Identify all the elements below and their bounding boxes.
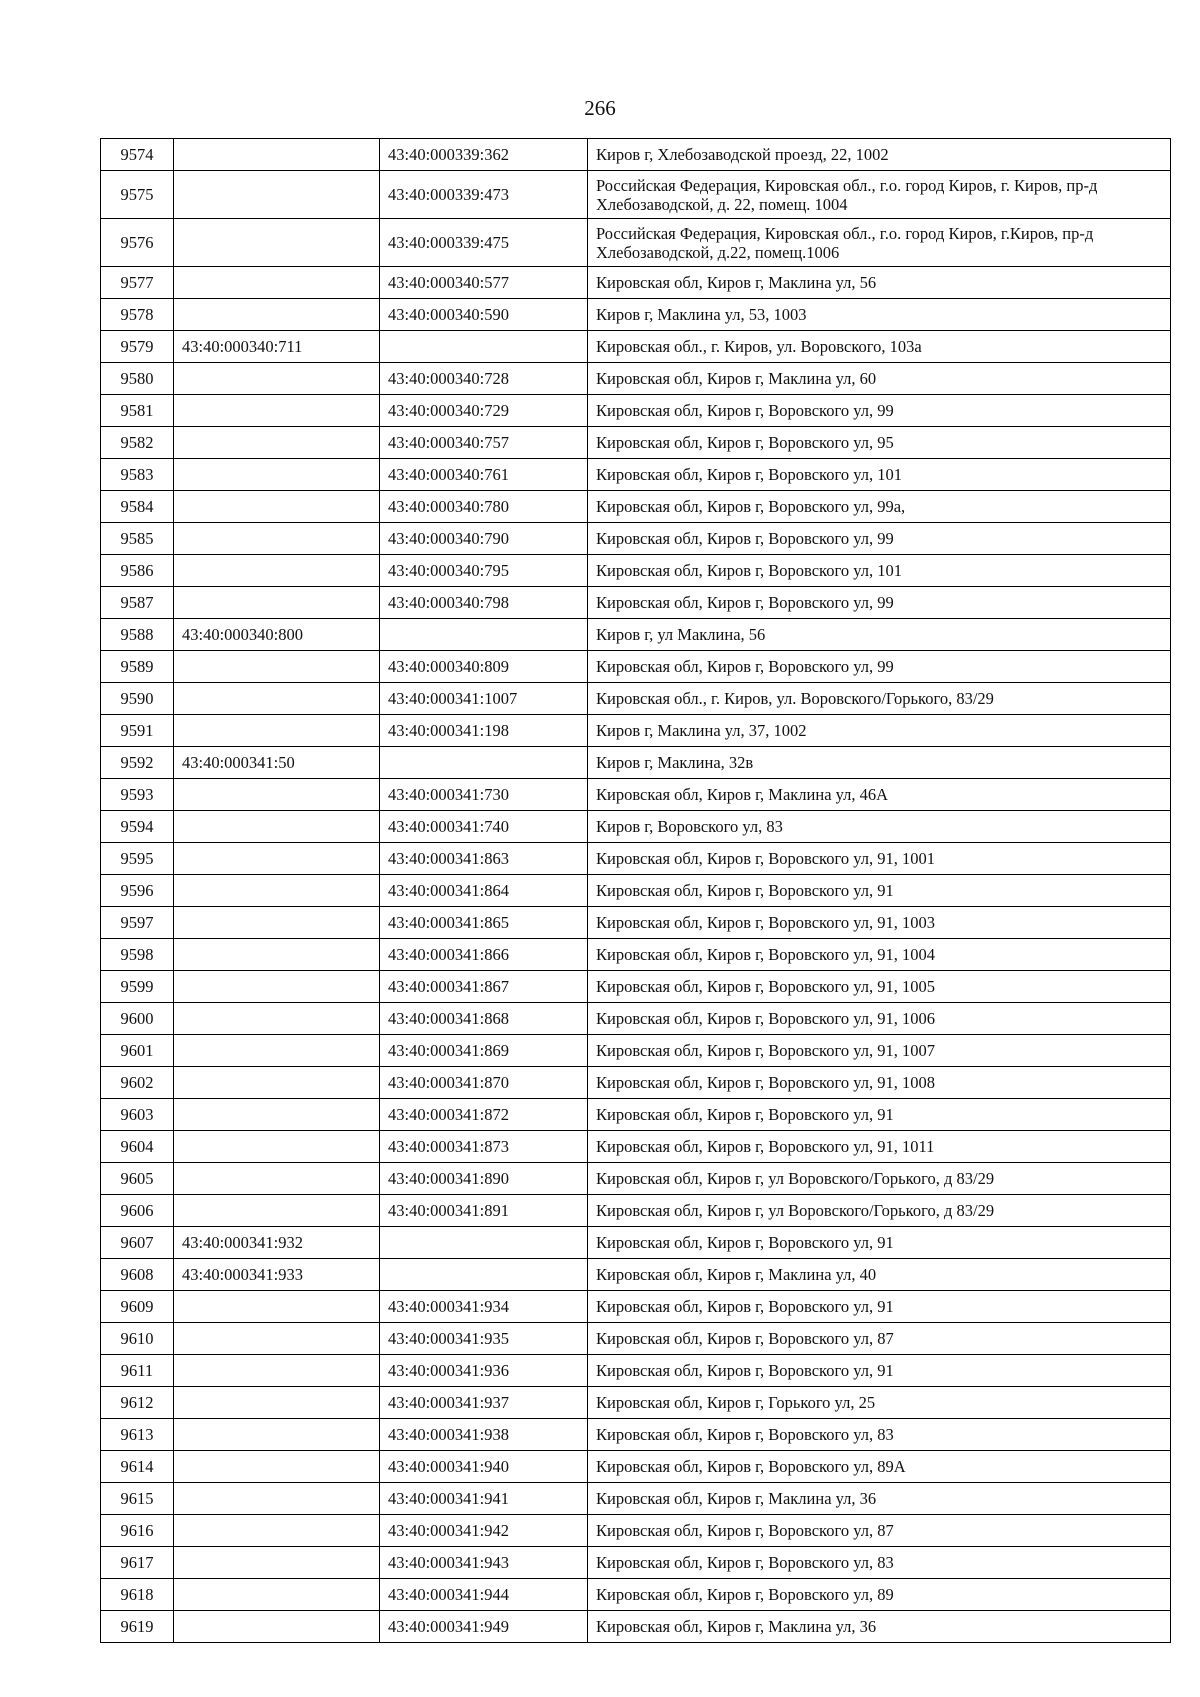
address-cell: Кировская обл., г. Киров, ул. Воровского/Горького, 83/29	[588, 683, 1171, 715]
table-row	[101, 427, 1171, 459]
table-row	[101, 299, 1171, 331]
land-cadastral-number-cell: 43:40:000341:933	[174, 1259, 380, 1291]
address-cell: Кировская обл, Киров г, Воровского ул, 101	[588, 555, 1171, 587]
table-row	[101, 555, 1171, 587]
building-cadastral-number-cell	[380, 619, 588, 651]
building-cadastral-number-cell: 43:40:000341:935	[380, 1323, 588, 1355]
land-cadastral-number-cell	[174, 1131, 380, 1163]
building-cadastral-number-cell	[380, 1259, 588, 1291]
land-cadastral-number-cell	[174, 1451, 380, 1483]
row-number-cell: 9610	[101, 1323, 174, 1355]
row-number-cell: 9614	[101, 1451, 174, 1483]
land-cadastral-number-cell	[174, 1355, 380, 1387]
address-cell: Кировская обл., г. Киров, ул. Воровского, 103а	[588, 331, 1171, 363]
row-number-cell: 9592	[101, 747, 174, 779]
land-cadastral-number-cell	[174, 715, 380, 747]
land-cadastral-number-cell	[174, 843, 380, 875]
land-cadastral-number-cell	[174, 267, 380, 299]
address-cell: Кировская обл, Киров г, Маклина ул, 56	[588, 267, 1171, 299]
row-number-cell: 9619	[101, 1611, 174, 1643]
table-row	[101, 491, 1171, 523]
row-number-cell: 9609	[101, 1291, 174, 1323]
address-cell: Кировская обл, Киров г, Воровского ул, 87	[588, 1323, 1171, 1355]
table-row	[101, 459, 1171, 491]
table-row	[101, 331, 1171, 363]
building-cadastral-number-cell: 43:40:000341:944	[380, 1579, 588, 1611]
land-cadastral-number-cell	[174, 1515, 380, 1547]
land-cadastral-number-cell	[174, 1483, 380, 1515]
address-cell: Кировская обл, Киров г, Маклина ул, 36	[588, 1611, 1171, 1643]
address-cell: Кировская обл, Киров г, Воровского ул, 89А	[588, 1451, 1171, 1483]
building-cadastral-number-cell: 43:40:000341:890	[380, 1163, 588, 1195]
row-number-cell: 9586	[101, 555, 174, 587]
row-number-cell: 9579	[101, 331, 174, 363]
land-cadastral-number-cell	[174, 651, 380, 683]
row-number-cell: 9595	[101, 843, 174, 875]
land-cadastral-number-cell: 43:40:000340:800	[174, 619, 380, 651]
address-cell: Кировская обл, Киров г, Воровского ул, 91	[588, 1355, 1171, 1387]
row-number-cell: 9604	[101, 1131, 174, 1163]
row-number-cell: 9618	[101, 1579, 174, 1611]
land-cadastral-number-cell: 43:40:000341:932	[174, 1227, 380, 1259]
row-number-cell: 9600	[101, 1003, 174, 1035]
address-cell: Кировская обл, Киров г, Воровского ул, 91, 1011	[588, 1131, 1171, 1163]
table-row	[101, 907, 1171, 939]
row-number-cell: 9599	[101, 971, 174, 1003]
land-cadastral-number-cell	[174, 1099, 380, 1131]
table-row	[101, 971, 1171, 1003]
row-number-cell: 9598	[101, 939, 174, 971]
address-cell: Кировская обл, Киров г, Маклина ул, 60	[588, 363, 1171, 395]
land-cadastral-number-cell	[174, 1611, 380, 1643]
table-row	[101, 1195, 1171, 1227]
address-cell: Кировская обл, Киров г, Воровского ул, 83	[588, 1547, 1171, 1579]
row-number-cell: 9590	[101, 683, 174, 715]
building-cadastral-number-cell: 43:40:000341:934	[380, 1291, 588, 1323]
row-number-cell: 9576	[101, 219, 174, 267]
address-cell: Кировская обл, Киров г, Воровского ул, 91	[588, 1099, 1171, 1131]
row-number-cell: 9617	[101, 1547, 174, 1579]
row-number-cell: 9596	[101, 875, 174, 907]
table-row	[101, 1099, 1171, 1131]
land-cadastral-number-cell	[174, 811, 380, 843]
table-row	[101, 939, 1171, 971]
land-cadastral-number-cell	[174, 427, 380, 459]
land-cadastral-number-cell	[174, 1195, 380, 1227]
building-cadastral-number-cell: 43:40:000341:937	[380, 1387, 588, 1419]
building-cadastral-number-cell: 43:40:000341:740	[380, 811, 588, 843]
building-cadastral-number-cell: 43:40:000341:872	[380, 1099, 588, 1131]
table-row	[101, 1163, 1171, 1195]
address-cell: Кировская обл, Киров г, Воровского ул, 91, 1004	[588, 939, 1171, 971]
building-cadastral-number-cell	[380, 1227, 588, 1259]
address-cell: Кировская обл, Киров г, Воровского ул, 91, 1007	[588, 1035, 1171, 1067]
table-row	[101, 523, 1171, 555]
table-row	[101, 1291, 1171, 1323]
table-row	[101, 267, 1171, 299]
building-cadastral-number-cell: 43:40:000340:757	[380, 427, 588, 459]
land-cadastral-number-cell	[174, 1291, 380, 1323]
page-number: 266	[584, 96, 616, 120]
building-cadastral-number-cell: 43:40:000339:473	[380, 171, 588, 219]
land-cadastral-number-cell	[174, 459, 380, 491]
building-cadastral-number-cell: 43:40:000341:936	[380, 1355, 588, 1387]
table-row	[101, 651, 1171, 683]
building-cadastral-number-cell: 43:40:000340:798	[380, 587, 588, 619]
land-cadastral-number-cell: 43:40:000340:711	[174, 331, 380, 363]
building-cadastral-number-cell	[380, 747, 588, 779]
building-cadastral-number-cell: 43:40:000341:198	[380, 715, 588, 747]
row-number-cell: 9581	[101, 395, 174, 427]
address-cell: Киров г, Маклина ул, 53, 1003	[588, 299, 1171, 331]
row-number-cell: 9585	[101, 523, 174, 555]
address-cell: Кировская обл, Киров г, Маклина ул, 36	[588, 1483, 1171, 1515]
table-row	[101, 1035, 1171, 1067]
building-cadastral-number-cell	[380, 331, 588, 363]
row-number-cell: 9577	[101, 267, 174, 299]
land-cadastral-number-cell	[174, 363, 380, 395]
building-cadastral-number-cell: 43:40:000341:940	[380, 1451, 588, 1483]
land-cadastral-number-cell	[174, 1387, 380, 1419]
table-row	[101, 747, 1171, 779]
land-cadastral-number-cell	[174, 523, 380, 555]
land-cadastral-number-cell	[174, 1323, 380, 1355]
building-cadastral-number-cell: 43:40:000341:1007	[380, 683, 588, 715]
address-cell: Киров г, Воровского ул, 83	[588, 811, 1171, 843]
address-cell: Кировская обл, Киров г, Маклина ул, 46А	[588, 779, 1171, 811]
table-row	[101, 139, 1171, 171]
building-cadastral-number-cell: 43:40:000340:780	[380, 491, 588, 523]
building-cadastral-number-cell: 43:40:000340:790	[380, 523, 588, 555]
table-row	[101, 683, 1171, 715]
table-row	[101, 1451, 1171, 1483]
table-row	[101, 811, 1171, 843]
row-number-cell: 9594	[101, 811, 174, 843]
building-cadastral-number-cell: 43:40:000341:891	[380, 1195, 588, 1227]
land-cadastral-number-cell	[174, 139, 380, 171]
land-cadastral-number-cell	[174, 1163, 380, 1195]
row-number-cell: 9605	[101, 1163, 174, 1195]
land-cadastral-number-cell	[174, 939, 380, 971]
table-row	[101, 875, 1171, 907]
table-row	[101, 1515, 1171, 1547]
row-number-cell: 9593	[101, 779, 174, 811]
land-cadastral-number-cell: 43:40:000341:50	[174, 747, 380, 779]
building-cadastral-number-cell: 43:40:000341:941	[380, 1483, 588, 1515]
land-cadastral-number-cell	[174, 1419, 380, 1451]
table-row	[101, 1131, 1171, 1163]
address-cell: Кировская обл, Киров г, Воровского ул, 87	[588, 1515, 1171, 1547]
row-number-cell: 9574	[101, 139, 174, 171]
table-row	[101, 1259, 1171, 1291]
building-cadastral-number-cell: 43:40:000341:869	[380, 1035, 588, 1067]
row-number-cell: 9580	[101, 363, 174, 395]
table-row	[101, 1611, 1171, 1643]
address-cell: Кировская обл, Киров г, ул Воровского/Горького, д 83/29	[588, 1195, 1171, 1227]
registry-table	[100, 138, 1171, 1643]
table-row	[101, 1387, 1171, 1419]
land-cadastral-number-cell	[174, 1067, 380, 1099]
row-number-cell: 9616	[101, 1515, 174, 1547]
table-row	[101, 1547, 1171, 1579]
row-number-cell: 9582	[101, 427, 174, 459]
building-cadastral-number-cell: 43:40:000340:577	[380, 267, 588, 299]
land-cadastral-number-cell	[174, 1547, 380, 1579]
table-row	[101, 171, 1171, 219]
table-row	[101, 1003, 1171, 1035]
land-cadastral-number-cell	[174, 1579, 380, 1611]
address-cell: Кировская обл, Киров г, Воровского ул, 91	[588, 1291, 1171, 1323]
land-cadastral-number-cell	[174, 907, 380, 939]
row-number-cell: 9575	[101, 171, 174, 219]
address-cell: Кировская обл, Киров г, Воровского ул, 91, 1003	[588, 907, 1171, 939]
row-number-cell: 9584	[101, 491, 174, 523]
row-number-cell: 9602	[101, 1067, 174, 1099]
table-row	[101, 779, 1171, 811]
land-cadastral-number-cell	[174, 1035, 380, 1067]
table-row	[101, 587, 1171, 619]
row-number-cell: 9603	[101, 1099, 174, 1131]
land-cadastral-number-cell	[174, 171, 380, 219]
land-cadastral-number-cell	[174, 683, 380, 715]
address-cell: Кировская обл, Киров г, Воровского ул, 91, 1005	[588, 971, 1171, 1003]
address-cell: Кировская обл, Киров г, Воровского ул, 91, 1001	[588, 843, 1171, 875]
land-cadastral-number-cell	[174, 1003, 380, 1035]
row-number-cell: 9615	[101, 1483, 174, 1515]
address-cell: Кировская обл, Киров г, Воровского ул, 99	[588, 395, 1171, 427]
address-cell: Кировская обл, Киров г, Воровского ул, 83	[588, 1419, 1171, 1451]
address-cell: Кировская обл, Киров г, Воровского ул, 99	[588, 587, 1171, 619]
building-cadastral-number-cell: 43:40:000341:942	[380, 1515, 588, 1547]
land-cadastral-number-cell	[174, 587, 380, 619]
land-cadastral-number-cell	[174, 971, 380, 1003]
address-cell: Кировская обл, Киров г, Воровского ул, 91	[588, 875, 1171, 907]
row-number-cell: 9608	[101, 1259, 174, 1291]
row-number-cell: 9578	[101, 299, 174, 331]
address-cell: Кировская обл, Киров г, Маклина ул, 40	[588, 1259, 1171, 1291]
table-row	[101, 395, 1171, 427]
table-row	[101, 363, 1171, 395]
land-cadastral-number-cell	[174, 299, 380, 331]
row-number-cell: 9612	[101, 1387, 174, 1419]
address-cell: Кировская обл, Киров г, Воровского ул, 99	[588, 523, 1171, 555]
land-cadastral-number-cell	[174, 395, 380, 427]
table-row	[101, 715, 1171, 747]
building-cadastral-number-cell: 43:40:000341:943	[380, 1547, 588, 1579]
address-cell: Кировская обл, Киров г, Воровского ул, 91	[588, 1227, 1171, 1259]
building-cadastral-number-cell: 43:40:000340:728	[380, 363, 588, 395]
building-cadastral-number-cell: 43:40:000341:864	[380, 875, 588, 907]
building-cadastral-number-cell: 43:40:000341:949	[380, 1611, 588, 1643]
row-number-cell: 9591	[101, 715, 174, 747]
row-number-cell: 9588	[101, 619, 174, 651]
building-cadastral-number-cell: 43:40:000341:865	[380, 907, 588, 939]
building-cadastral-number-cell: 43:40:000341:867	[380, 971, 588, 1003]
address-cell: Кировская обл, Киров г, Воровского ул, 91, 1008	[588, 1067, 1171, 1099]
address-cell: Киров г, Хлебозаводской проезд, 22, 1002	[588, 139, 1171, 171]
registry-table-body	[101, 139, 1171, 1643]
address-cell: Кировская обл, Киров г, Воровского ул, 99	[588, 651, 1171, 683]
table-row	[101, 843, 1171, 875]
building-cadastral-number-cell: 43:40:000340:729	[380, 395, 588, 427]
table-row	[101, 219, 1171, 267]
building-cadastral-number-cell: 43:40:000340:761	[380, 459, 588, 491]
land-cadastral-number-cell	[174, 491, 380, 523]
table-row	[101, 1227, 1171, 1259]
table-row	[101, 1419, 1171, 1451]
address-cell: Кировская обл, Киров г, Воровского ул, 95	[588, 427, 1171, 459]
row-number-cell: 9613	[101, 1419, 174, 1451]
building-cadastral-number-cell: 43:40:000340:809	[380, 651, 588, 683]
land-cadastral-number-cell	[174, 875, 380, 907]
land-cadastral-number-cell	[174, 555, 380, 587]
table-row	[101, 1579, 1171, 1611]
address-cell: Кировская обл, Киров г, Воровского ул, 91, 1006	[588, 1003, 1171, 1035]
building-cadastral-number-cell: 43:40:000341:866	[380, 939, 588, 971]
row-number-cell: 9589	[101, 651, 174, 683]
row-number-cell: 9606	[101, 1195, 174, 1227]
table-row	[101, 1323, 1171, 1355]
row-number-cell: 9597	[101, 907, 174, 939]
address-cell: Кировская обл, Киров г, ул Воровского/Горького, д 83/29	[588, 1163, 1171, 1195]
building-cadastral-number-cell: 43:40:000341:868	[380, 1003, 588, 1035]
building-cadastral-number-cell: 43:40:000341:863	[380, 843, 588, 875]
building-cadastral-number-cell: 43:40:000339:362	[380, 139, 588, 171]
table-row	[101, 1067, 1171, 1099]
row-number-cell: 9587	[101, 587, 174, 619]
address-cell: Кировская обл, Киров г, Воровского ул, 101	[588, 459, 1171, 491]
table-row	[101, 1483, 1171, 1515]
address-cell: Кировская обл, Киров г, Воровского ул, 89	[588, 1579, 1171, 1611]
building-cadastral-number-cell: 43:40:000341:870	[380, 1067, 588, 1099]
row-number-cell: 9611	[101, 1355, 174, 1387]
table-row	[101, 619, 1171, 651]
address-cell: Киров г, ул Маклина, 56	[588, 619, 1171, 651]
building-cadastral-number-cell: 43:40:000340:795	[380, 555, 588, 587]
table-row	[101, 1355, 1171, 1387]
land-cadastral-number-cell	[174, 219, 380, 267]
building-cadastral-number-cell: 43:40:000339:475	[380, 219, 588, 267]
address-cell: Кировская обл, Киров г, Воровского ул, 99а,	[588, 491, 1171, 523]
row-number-cell: 9607	[101, 1227, 174, 1259]
building-cadastral-number-cell: 43:40:000340:590	[380, 299, 588, 331]
address-cell: Российская Федерация, Кировская обл., г.о. город Киров, г.Киров, пр-д Хлебозаводской, д.22, помещ.1006	[588, 219, 1171, 267]
address-cell: Киров г, Маклина ул, 37, 1002	[588, 715, 1171, 747]
land-cadastral-number-cell	[174, 779, 380, 811]
row-number-cell: 9601	[101, 1035, 174, 1067]
row-number-cell: 9583	[101, 459, 174, 491]
building-cadastral-number-cell: 43:40:000341:730	[380, 779, 588, 811]
building-cadastral-number-cell: 43:40:000341:938	[380, 1419, 588, 1451]
address-cell: Киров г, Маклина, 32в	[588, 747, 1171, 779]
address-cell: Кировская обл, Киров г, Горького ул, 25	[588, 1387, 1171, 1419]
building-cadastral-number-cell: 43:40:000341:873	[380, 1131, 588, 1163]
address-cell: Российская Федерация, Кировская обл., г.о. город Киров, г. Киров, пр-д Хлебозаводской, д. 22, помещ. 1004	[588, 171, 1171, 219]
